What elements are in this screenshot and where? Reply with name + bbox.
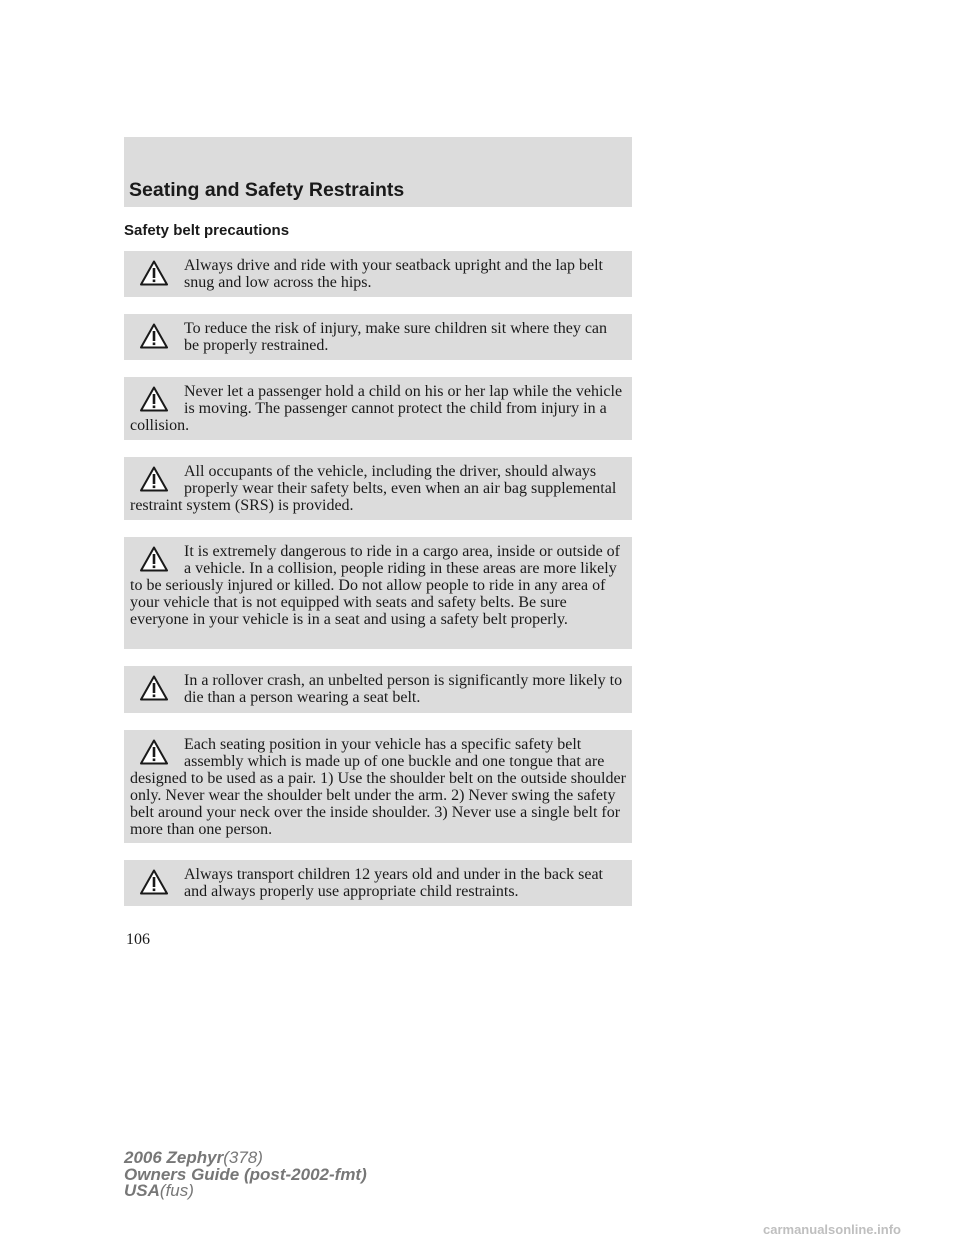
footer-info [124, 1150, 367, 1200]
warning-box [124, 251, 632, 297]
warning-triangle-icon [140, 546, 168, 572]
footer-region: USA [124, 1181, 160, 1200]
section-heading: Safety belt precautions [124, 222, 290, 239]
warning-triangle-icon [140, 675, 168, 701]
page-title: Seating and Safety Restraints [129, 179, 405, 201]
footer-model-code: (378) [223, 1148, 263, 1167]
warning-box [124, 537, 632, 649]
warning-text: In a rollover crash, an unbelted person is significantly more likely to die than a person wearing a seat belt. [184, 672, 623, 706]
warning-text: It is extremely dangerous to ride in a cargo area, inside or outside of a vehicle. In a collision, people riding in these areas are more likely to be seriously injured or killed. Do not allow people to ride in any area of your vehicle that is not equipped with seats and safety belts. Be sure everyone in your vehicle is in a seat and using a safety belt properly. [130, 543, 621, 628]
warning-box [124, 730, 632, 843]
warning-triangle-icon [140, 260, 168, 286]
warning-box [124, 860, 632, 906]
warning-text: Always transport children 12 years old and under in the back seat and always properly use appropriate child restraints. [184, 866, 603, 900]
footer-region-code: (fus) [159, 1181, 194, 1200]
warning-box [124, 666, 632, 713]
warning-box [124, 377, 632, 440]
warning-box [124, 457, 632, 520]
warning-box [124, 314, 632, 360]
warning-triangle-icon [140, 869, 168, 895]
footer-guide: Owners Guide (post-2002-fmt) [124, 1164, 367, 1184]
footer-line [124, 1183, 367, 1200]
warning-text: Always drive and ride with your seatback upright and the lap belt snug and low across the hips. [184, 257, 603, 291]
watermark: carmanualsonline.info [763, 1222, 901, 1237]
warning-text: All occupants of the vehicle, including the driver, should always properly wear their safety belts, even when an air bag supplemental restraint system (SRS) is provided. [130, 463, 617, 514]
warning-triangle-icon [140, 386, 168, 412]
warning-text: Each seating position in your vehicle has a specific safety belt assembly which is made up of one buckle and one tongue that are designed to be used as a pair. 1) Use the shoulder belt on the outside shoulder only. Never wear the shoulder belt under the arm. 2) Never swing the safety belt around your neck over the inside shoulder. 3) Never use a single belt for more than one person. [130, 736, 626, 838]
warning-text: To reduce the risk of injury, make sure children sit where they can be properly restrained. [184, 320, 608, 354]
page-number: 106 [126, 931, 150, 948]
warning-triangle-icon [140, 466, 168, 492]
warning-triangle-icon [140, 323, 168, 349]
warning-text: Never let a passenger hold a child on his or her lap while the vehicle is moving. The passenger cannot protect the child from injury in a collision. [130, 383, 623, 434]
header-bar [124, 137, 632, 207]
warning-triangle-icon [140, 739, 168, 765]
footer-model: 2006 Zephyr [124, 1148, 224, 1167]
